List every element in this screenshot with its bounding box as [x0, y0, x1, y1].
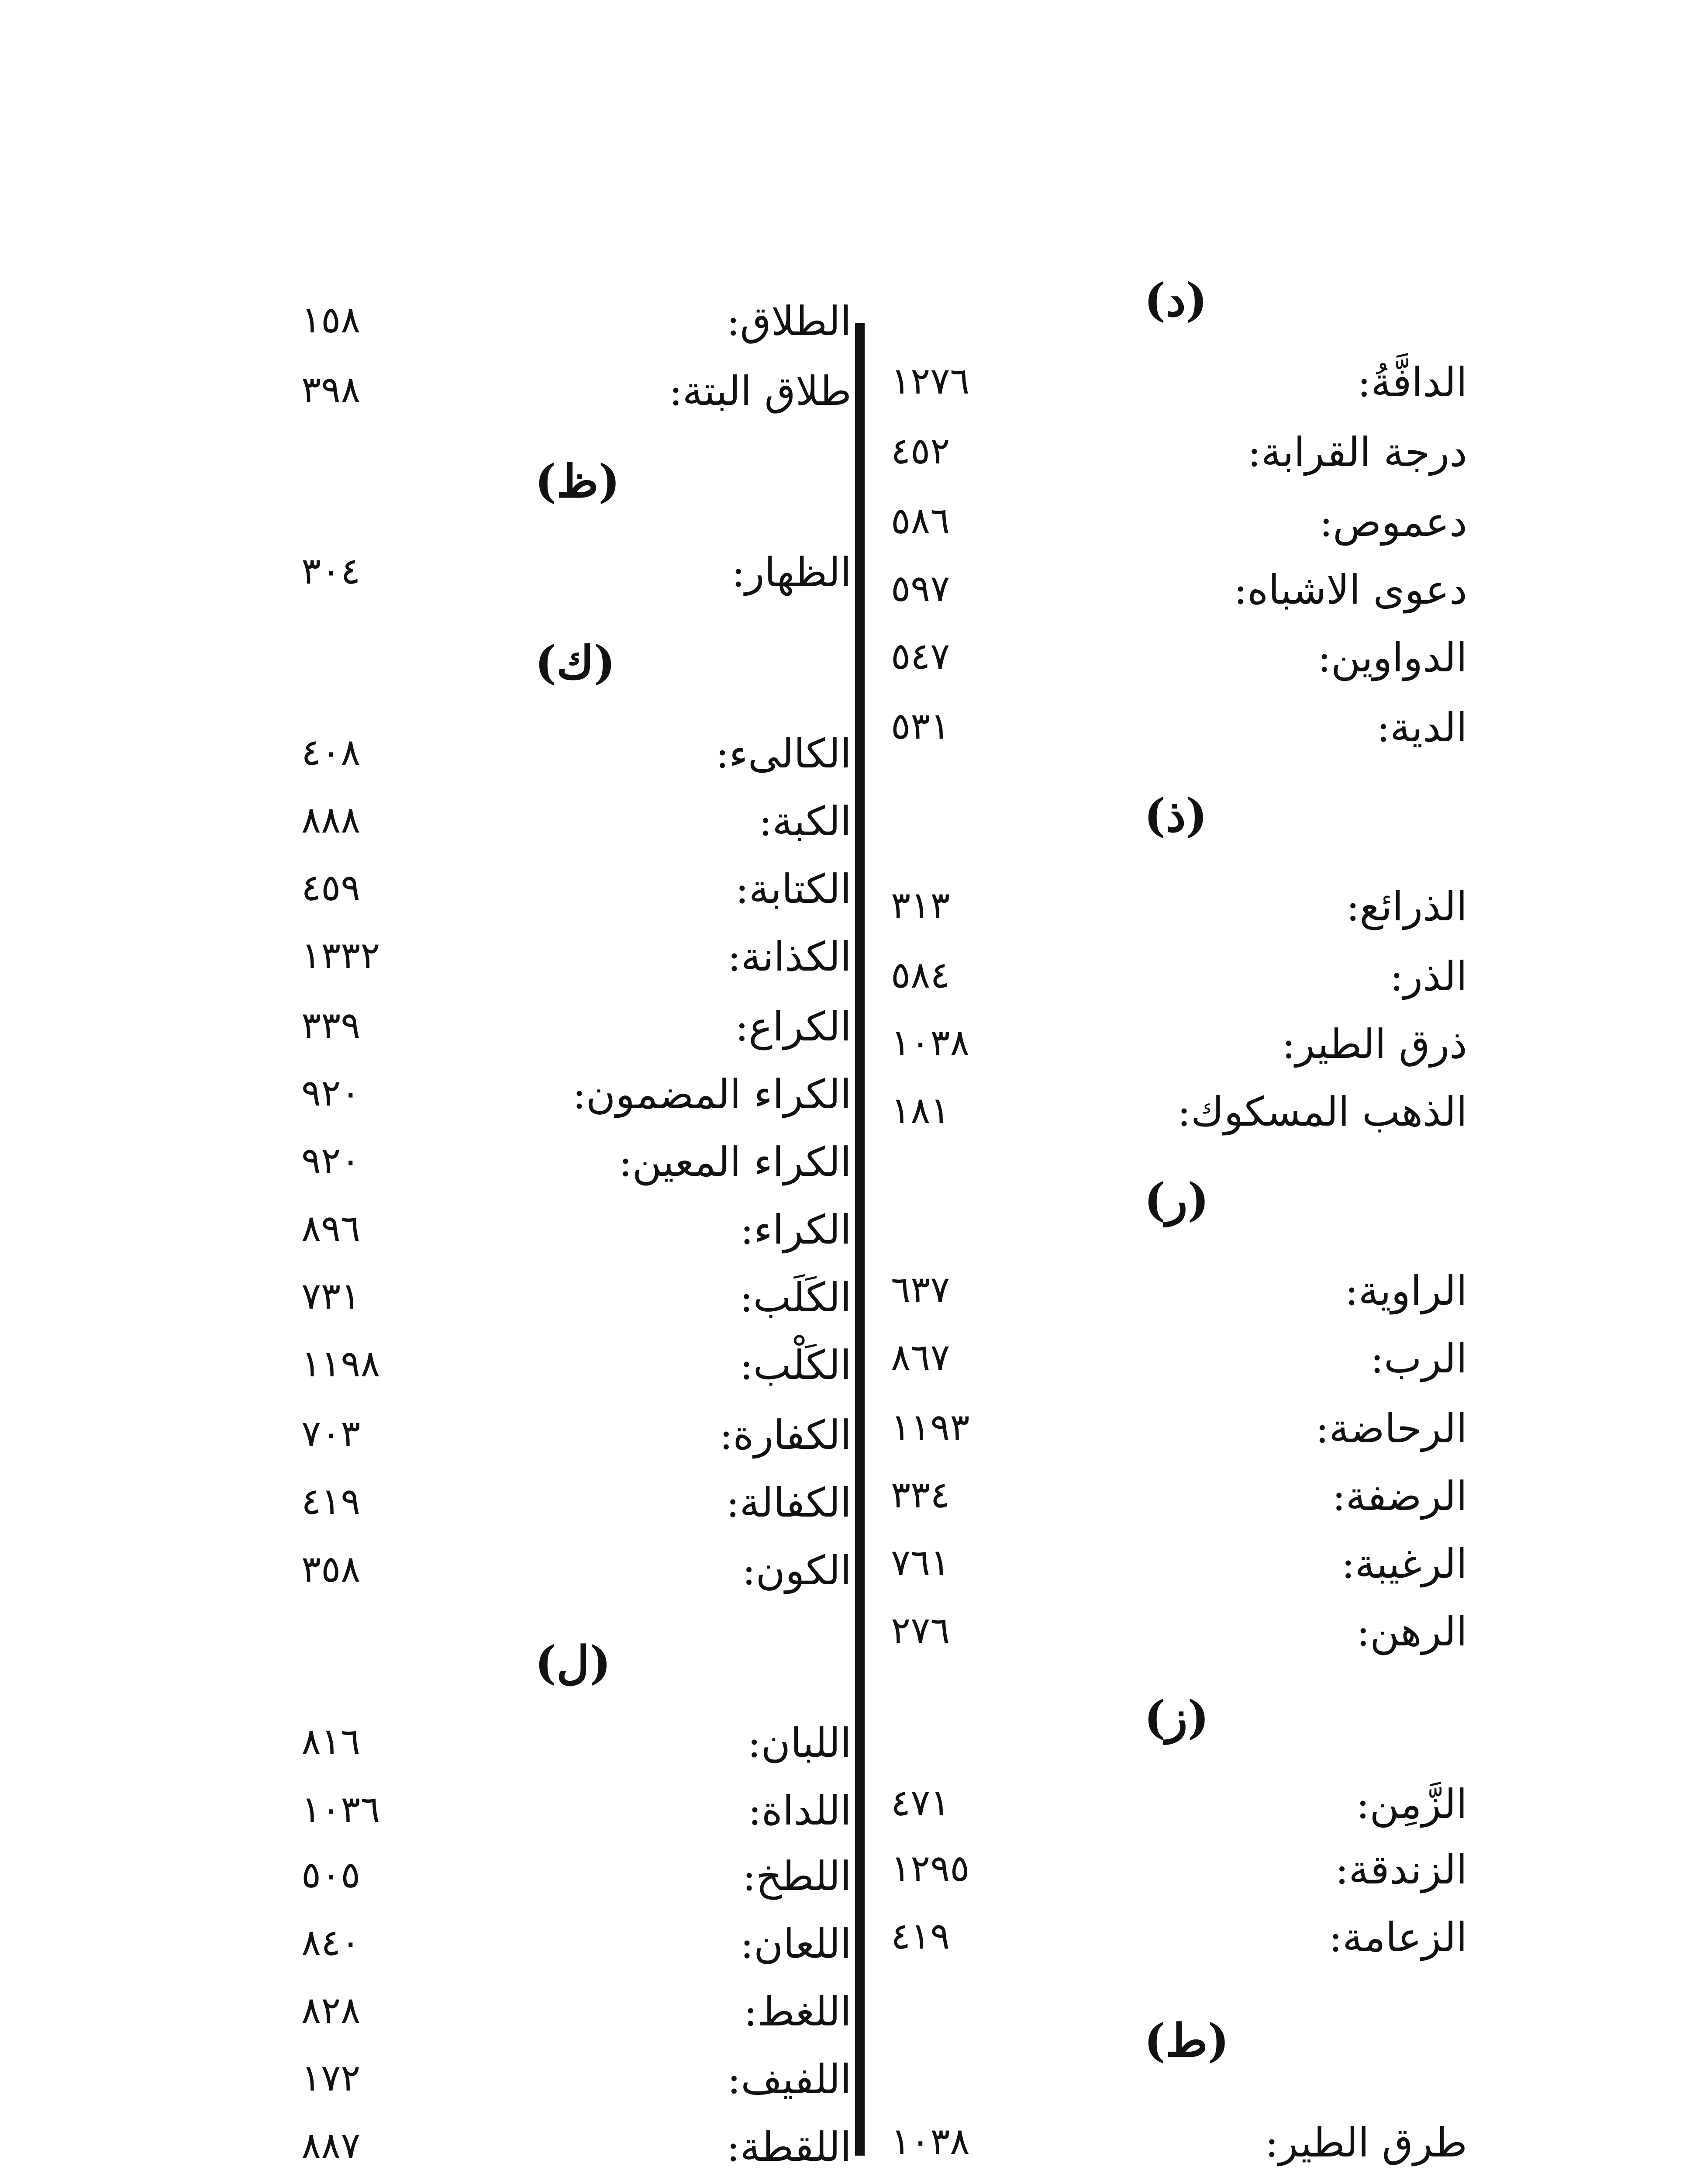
index-term: الدية: [1376, 704, 1467, 751]
index-term: الذر: [1390, 953, 1467, 1000]
page-reference: ٧٣١ [301, 1275, 361, 1317]
page-reference: ٥٤٧ [891, 635, 950, 677]
index-term: الكالىء: [715, 730, 852, 777]
page-reference: ١٨١ [891, 1089, 950, 1132]
page-reference: ٤٧١ [891, 1781, 950, 1824]
letter-header-text: (ك) [535, 636, 616, 689]
index-term: الظهار: [731, 549, 852, 596]
index-term: الذهب المسكوك: [1177, 1089, 1467, 1135]
letter-header-text: (ر) [1144, 1173, 1209, 1227]
page-reference: ٣١٣ [891, 884, 950, 926]
page-reference: ١٠٣٨ [891, 2120, 970, 2163]
page-reference: ٣٥٨ [301, 1548, 361, 1590]
index-term: اللطخ: [742, 1853, 852, 1900]
index-term: الكراء المعين: [618, 1139, 852, 1185]
letter-header-text: (ط) [1144, 2014, 1229, 2067]
page-reference: ١٠٣٦ [301, 1788, 380, 1831]
page-reference: ٥٩٧ [891, 567, 950, 610]
page-reference: ٨٤٠ [301, 1921, 361, 1964]
page-reference: ١٢٩٥ [891, 1847, 970, 1890]
index-term: اللغط: [744, 1988, 852, 2035]
page-reference: ٩٢٠ [301, 1071, 361, 1114]
index-term: طرق الطير: [1265, 2119, 1467, 2166]
page-reference: ١١٩٣ [891, 1406, 970, 1448]
index-term: الزندقة: [1335, 1846, 1467, 1893]
page-reference: ٤١٩ [891, 1914, 950, 1957]
page-reference: ١٥٨ [301, 298, 361, 341]
page-reference: ٣٩٨ [301, 368, 361, 411]
page-reference: ٥٨٤ [891, 954, 950, 996]
page-reference: ٧٠٣ [301, 1412, 361, 1455]
letter-header-text: (د) [1144, 273, 1207, 327]
index-term: الكراء: [740, 1206, 852, 1253]
index-term: الكَلَب: [739, 1274, 852, 1321]
letter-header-text: (ل) [535, 1636, 611, 1690]
page-reference: ٣٠٤ [301, 549, 361, 592]
index-term: دعوى الاشباه: [1234, 567, 1467, 613]
page-reference: ٨١٦ [301, 1720, 361, 1763]
page-reference: ٨٢٨ [301, 1989, 361, 2032]
page-reference: ٨٨٨ [301, 798, 361, 841]
page-reference: ٦٣٧ [891, 1268, 950, 1311]
page-reference: ٤٠٨ [301, 731, 361, 774]
page-reference: ١٧٢ [301, 2056, 361, 2099]
page-reference: ١٢٧٦ [891, 359, 970, 402]
page-reference: ١١٩٨ [301, 1342, 380, 1385]
page-reference: ٣٣٤ [891, 1473, 950, 1516]
index-term: الكراع: [735, 1003, 852, 1050]
page-reference: ٨٦٧ [891, 1336, 950, 1379]
page-reference: ٤٥٩ [301, 866, 361, 909]
page-reference: ٨٨٧ [301, 2124, 361, 2167]
index-term: الكبة: [759, 798, 852, 845]
index-term: الكفارة: [719, 1412, 852, 1458]
index-term: الكراء المضمون: [572, 1071, 852, 1118]
index-term: الذرائع: [1346, 883, 1467, 930]
page-reference: ١٣٣٢ [301, 934, 380, 977]
page-reference: ٧٦١ [891, 1541, 950, 1584]
index-term: الكَلْب: [739, 1342, 852, 1389]
index-term: الدافَّةُ: [1357, 359, 1467, 406]
index-term: الكفالة: [726, 1479, 852, 1526]
index-term: درجة القرابة: [1247, 429, 1467, 476]
index-term: الرهن: [1356, 1608, 1467, 1655]
page-reference: ٣٣٩ [301, 1004, 361, 1047]
page-reference: ٤١٩ [301, 1480, 361, 1523]
page-reference: ٥٣١ [891, 705, 950, 747]
index-term: الطلاق: [726, 298, 852, 345]
page-reference: ٢٧٦ [891, 1609, 950, 1652]
index-term: ذرق الطير: [1282, 1021, 1467, 1068]
page-reference: ٥٨٦ [891, 499, 950, 542]
page-reference: ٤٥٢ [891, 429, 950, 472]
index-term: الدواوين: [1317, 634, 1467, 681]
letter-header-text: (ز) [1144, 1690, 1209, 1744]
index-term: طلاق البتة: [669, 368, 852, 415]
letter-header-text: (ظ) [535, 454, 620, 508]
page-reference: ٩٢٠ [301, 1139, 361, 1182]
index-term: الكتابة: [735, 866, 852, 912]
index-term: اللفيف: [727, 2056, 852, 2103]
letter-header-text: (ذ) [1144, 788, 1207, 842]
index-term: الرحاضة: [1315, 1405, 1467, 1452]
index-term: الزعامة: [1329, 1914, 1467, 1961]
column-divider [855, 323, 865, 2156]
index-term: الرب: [1370, 1335, 1467, 1382]
index-term: الكون: [742, 1547, 852, 1594]
index-term: اللبان: [747, 1720, 852, 1766]
index-term: اللداة: [748, 1787, 852, 1834]
index-term: الكذانة: [727, 933, 852, 980]
index-term: الزَّمِن: [1356, 1781, 1467, 1828]
index-term: الراوية: [1345, 1268, 1467, 1314]
index-term: الرغيبة: [1341, 1541, 1467, 1587]
index-term: اللعان: [740, 1921, 852, 1967]
index-term: الرضفة: [1332, 1473, 1467, 1520]
page-reference: ٥٠٥ [301, 1853, 361, 1896]
page-reference: ٨٩٦ [301, 1207, 361, 1250]
index-term: اللقطة: [726, 2124, 852, 2170]
page-reference: ١٠٣٨ [891, 1021, 970, 1064]
index-term: دعموص: [1319, 499, 1467, 546]
